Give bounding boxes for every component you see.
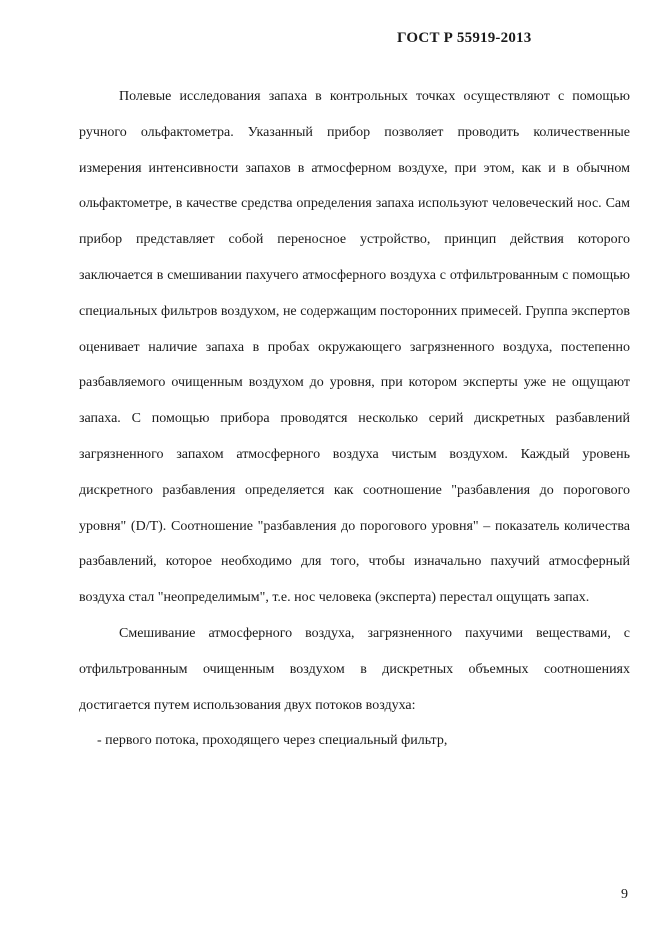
list-item-first-flow: - первого потока, проходящего через специальный фильтр,	[97, 733, 448, 749]
document-code-header: ГОСТ Р 55919-2013	[397, 30, 532, 46]
paragraph-olfactometer-field-research: Полевые исследования запаха в контрольных точках осуществляют с помощью ручного ольфактометра. Указанный прибор позволяет проводить количественные измерения интенсивности запахов в атмосферном воздухе, при этом, как и в обычном ольфактометре, в качестве средства определения запаха используют человеческий нос. Сам прибор представляет собой переносное устройство, принцип действия которого заключается в смешивании пахучего атмосферного воздуха с отфильтрованным с помощью специальных фильтров воздухом, не содержащим посторонних примесей. Группа экспертов оценивает наличие запаха в пробах окружающего загрязненного воздуха, постепенно разбавляемого очищенным воздухом до уровня, при котором эксперты уже не ощущают запаха. С помощью прибора проводятся несколько серий дискретных разбавлений загрязненного запахом атмосферного воздуха чистым воздухом. Каждый уровень дискретного разбавления определяется как соотношение "разбавления до порогового уровня" (D/T). Соотношение "разбавления до порогового уровня" – показатель количества разбавлений, которое необходимо для того, чтобы изначально пахучий атмосферный воздуха стал "неопределимым", т.е. нос человека (эксперта) перестал ощущать запах.	[79, 89, 630, 606]
page-number: 9	[621, 887, 628, 902]
page-body	[79, 79, 630, 759]
paragraph-air-mixing: Смешивание атмосферного воздуха, загрязненного пахучими веществами, с отфильтрованным очищенным воздухом в дискретных объемных соотношениях достигается путем использования двух потоков воздуха:	[79, 625, 630, 713]
